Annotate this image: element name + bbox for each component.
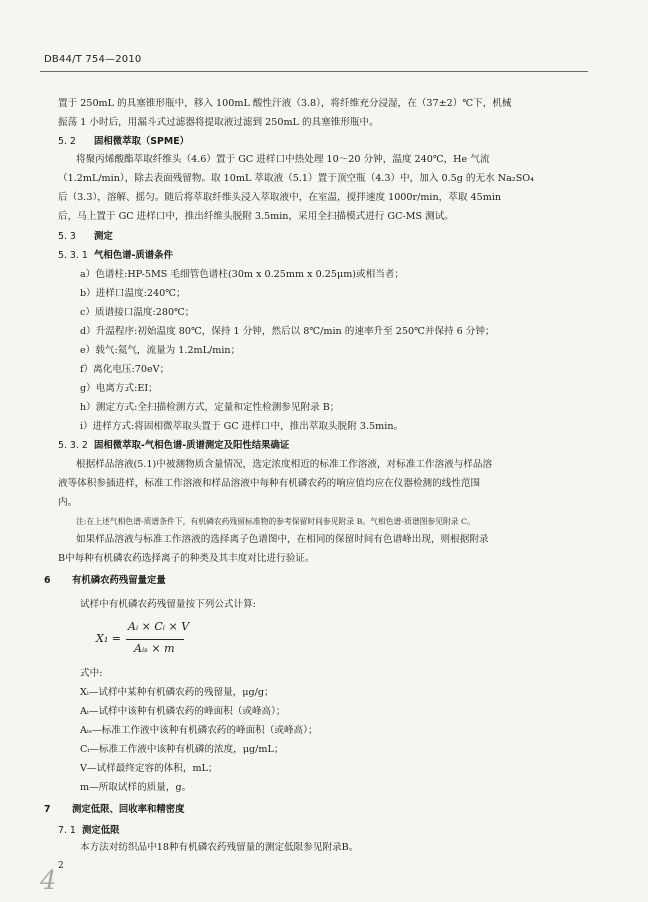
formula-denominator: Aᵢₛ × m: [134, 642, 175, 655]
paragraph-line: 如果样品溶液与标准工作溶液的选择离子色谱图中，在相同的保留时间有色谱峰出现，则根据附录: [76, 534, 489, 545]
paragraph-line: 后，马上置于 GC 进样口中，推出纤维头脱附 3.5min，采用全扫描模式进行 GC-MS 测试。: [58, 211, 454, 222]
paragraph-line: 液等体积参插进样，标准工作溶液和样品溶液中每种有机磷农药的响应值均应在仪器检测的线性范围: [58, 478, 481, 489]
section-heading-7: 7 测定低限、回收率和精密度: [44, 804, 185, 815]
condition-item: g）电离方式:EI；: [80, 383, 158, 394]
where-label: 式中:: [80, 668, 103, 679]
condition-item: h）测定方式:全扫描检测方式，定量和定性检测参见附录 B；: [80, 402, 340, 413]
variable-def: Cᵢ—标准工作液中该种有机磷的浓度，μg/mL；: [80, 744, 284, 755]
section-heading-5-2: 5. 2 固相微萃取（SPME）: [58, 136, 189, 147]
variable-def: Aᵢ—试样中该种有机磷农药的峰面积（或峰高）；: [80, 706, 286, 717]
paragraph-line: 置于 250mL 的具塞锥形瓶中，移入 100mL 酸性汗液（3.8），将纤维充分浸湿，在（37±2）℃下，机械: [58, 98, 512, 109]
variable-def: m—所取试样的质量，g。: [80, 782, 192, 793]
condition-item: f）离化电压:70eV；: [80, 364, 170, 375]
variable-def: Aᵢₛ—标准工作液中该种有机磷农药的峰面积（或峰高）；: [80, 725, 318, 736]
section-heading-7-1: 7. 1 测定低限: [58, 825, 120, 836]
standard-code: DB44/T 754—2010: [44, 54, 142, 65]
paragraph-line: 振荡 1 小时后，用漏斗式过滤器将提取液过滤到 250mL 的具塞锥形瓶中。: [58, 117, 379, 128]
section-heading-6: 6 有机磷农药残留量定量: [44, 575, 166, 586]
paragraph-line: B中每种有机磷农药选择离子的种类及其丰度对比进行验证。: [58, 553, 315, 564]
condition-item: c）质谱接口温度:280℃；: [80, 307, 195, 318]
paragraph-line: 内。: [58, 497, 78, 508]
paragraph-line: 将聚丙烯酸酯萃取纤维头（4.6）置于 GC 进样口中热处理 10～20 分钟，温度 240℃，He 气流: [76, 154, 490, 165]
condition-item: a）色谱柱:HP-5MS 毛细管色谱柱(30m x 0.25mm x 0.25μm)或相当者；: [80, 269, 405, 280]
paragraph-line: 后（3.3），溶解、摇匀。随后将萃取纤维头浸入萃取液中，在室温，搅拌速度 1000r/min，萃取 45min: [58, 192, 502, 203]
variable-def: Xᵢ—试样中某种有机磷农药的残留量，μg/g；: [80, 687, 274, 698]
paragraph-line: 根据样品溶液(5.1)中被测物质含量情况，选定浓度相近的标准工作溶液，对标准工作溶液与样品溶: [76, 459, 493, 470]
header-rule: [40, 71, 588, 72]
condition-item: b）进样口温度:240℃；: [80, 288, 186, 299]
scan-mark: 4: [40, 866, 57, 896]
fraction-bar: [126, 639, 184, 640]
page-number: 2: [58, 861, 64, 871]
section-heading-5-3-2: 5. 3. 2 固相微萃取-气相色谱-质谱测定及阳性结果确证: [58, 440, 290, 451]
paragraph-line: 本方法对纺织品中18种有机磷农药残留量的测定低限参见附录B。: [80, 842, 359, 853]
variable-def: V—试样最终定容的体积，mL；: [80, 763, 218, 774]
condition-item: d）升温程序:初始温度 80℃，保持 1 分钟，然后以 8℃/min 的速率升至 250℃并保持 6 分钟；: [80, 326, 495, 337]
paragraph-line: （1.2mL/min），除去表面残留物。取 10mL 萃取液（5.1）置于顶空瓶（4.3）中，加入 0.5g 的无水 Na₂SO₄: [58, 173, 534, 184]
formula-numerator: Aᵢ × Cᵢ × V: [128, 620, 190, 633]
formula: [96, 620, 216, 660]
note-line: 注:在上述气相色谱-质谱条件下，有机磷农药残留标准物的参考保留时间参见附录 B。气相色谱-质谱图参见附录 C。: [76, 517, 475, 526]
condition-item: i）进样方式:将固相微萃取头置于 GC 进样口中，推出萃取头脱附 3.5min。: [80, 421, 404, 432]
section-heading-5-3-1: 5. 3. 1 气相色谱-质谱条件: [58, 250, 173, 261]
paragraph-line: 试样中有机磷农药残留量按下列公式计算:: [80, 599, 256, 610]
condition-item: e）载气:氦气，流量为 1.2mL/min；: [80, 345, 241, 356]
formula-lhs: X₁ =: [96, 632, 121, 645]
section-heading-5-3: 5. 3 测定: [58, 231, 113, 242]
